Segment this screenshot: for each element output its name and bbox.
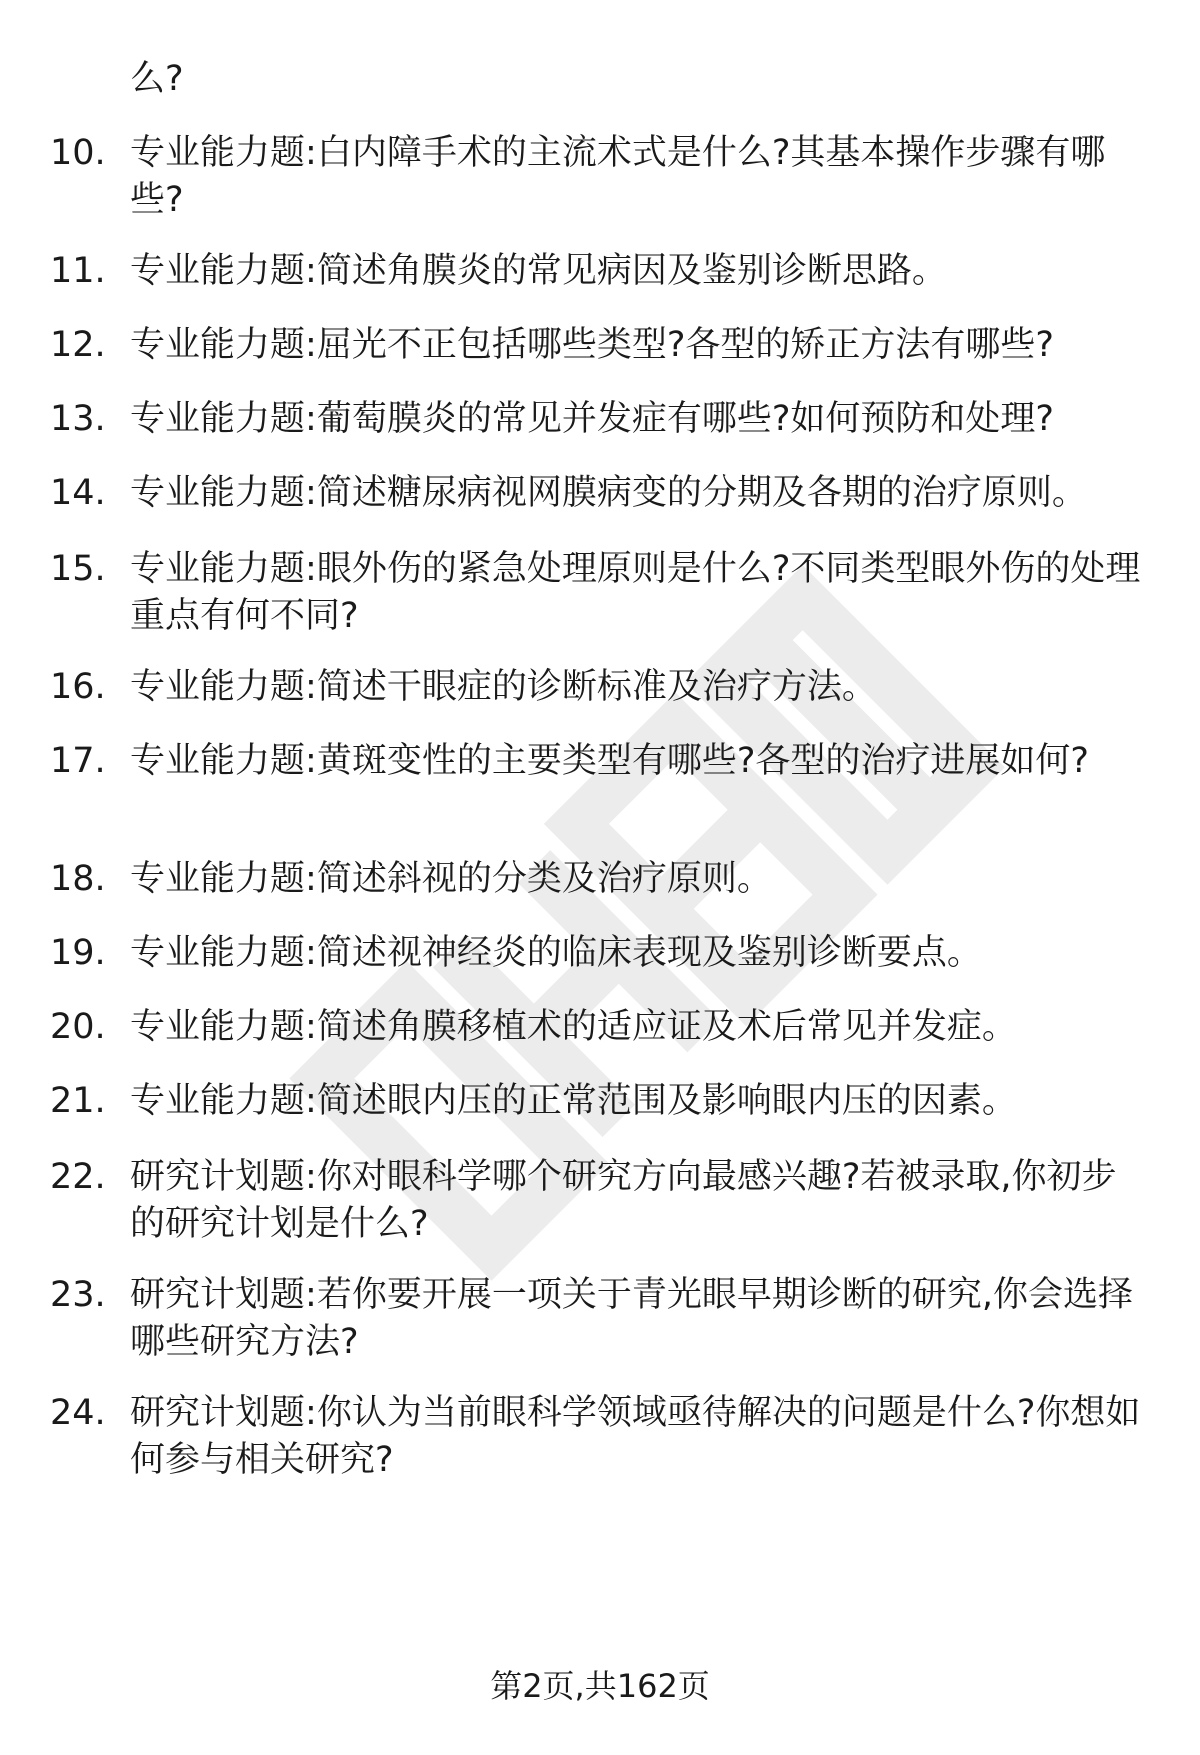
- item-separator: :: [305, 549, 317, 589]
- item-text: [130, 664, 1150, 711]
- item-question: 你认为当前眼科学领域亟待解决的问题是什么?你想如何参与相关研究?: [130, 1393, 1141, 1480]
- item-text: [130, 248, 1150, 295]
- item-question: 简述干眼症的诊断标准及治疗方法。: [316, 667, 877, 707]
- item-question: 简述斜视的分类及治疗原则。: [316, 859, 772, 899]
- item-question: 简述角膜炎的常见病因及鉴别诊断思路。: [316, 251, 947, 291]
- item-category: 研究计划题: [130, 1157, 306, 1197]
- item-separator: :: [305, 667, 317, 707]
- item-category: 专业能力题: [130, 933, 306, 973]
- item-number: 20.: [50, 1007, 106, 1047]
- item-number: 21.: [50, 1081, 106, 1121]
- item-category: 专业能力题: [130, 741, 306, 781]
- item-question: 眼外伤的紧急处理原则是什么?不同类型眼外伤的处理重点有何不同?: [130, 549, 1141, 636]
- item-number: 17.: [50, 741, 106, 781]
- item-question: 简述眼内压的正常范围及影响眼内压的因素。: [316, 1081, 1017, 1121]
- item-number: 12.: [50, 325, 106, 365]
- item-text: [130, 396, 1150, 443]
- continuation-text: 么?: [130, 59, 184, 99]
- item-number: 18.: [50, 859, 106, 899]
- item-text: [130, 322, 1150, 369]
- item-separator: :: [305, 399, 317, 439]
- item-separator: :: [305, 133, 317, 173]
- item-question: 若你要开展一项关于青光眼早期诊断的研究,你会选择哪些研究方法?: [130, 1275, 1133, 1362]
- item-separator: :: [305, 251, 317, 291]
- item-text: [130, 470, 1150, 517]
- item-category: 专业能力题: [130, 133, 306, 173]
- item-question: 白内障手术的主流术式是什么?其基本操作步骤有哪些?: [130, 133, 1106, 220]
- item-separator: :: [305, 1393, 317, 1433]
- item-category: 研究计划题: [130, 1275, 306, 1315]
- item-number: 13.: [50, 399, 106, 439]
- item-number: 23.: [50, 1275, 106, 1315]
- item-text: [130, 1272, 1150, 1366]
- item-separator: :: [305, 325, 317, 365]
- item-separator: :: [305, 473, 317, 513]
- item-category: 专业能力题: [130, 473, 306, 513]
- item-number: 15.: [50, 549, 106, 589]
- item-category: 专业能力题: [130, 1007, 306, 1047]
- item-question: 黄斑变性的主要类型有哪些?各型的治疗进展如何?: [316, 741, 1089, 781]
- item-category: 专业能力题: [130, 399, 306, 439]
- item-number: 19.: [50, 933, 106, 973]
- item-number: 14.: [50, 473, 106, 513]
- item-question: 简述视神经炎的临床表现及鉴别诊断要点。: [316, 933, 982, 973]
- item-number: 16.: [50, 667, 106, 707]
- item-category: 专业能力题: [130, 1081, 306, 1121]
- item-text: [130, 546, 1150, 640]
- item-number: 11.: [50, 251, 106, 291]
- item-separator: :: [305, 1081, 317, 1121]
- item-text: [130, 1004, 1150, 1051]
- item-question: 简述角膜移植术的适应证及术后常见并发症。: [316, 1007, 1017, 1047]
- item-question: 简述糖尿病视网膜病变的分期及各期的治疗原则。: [316, 473, 1087, 513]
- item-separator: :: [305, 1157, 317, 1197]
- item-category: 专业能力题: [130, 667, 306, 707]
- item-text: [130, 1154, 1150, 1248]
- item-question: 葡萄膜炎的常见并发症有哪些?如何预防和处理?: [316, 399, 1054, 439]
- item-question: 你对眼科学哪个研究方向最感兴趣?若被录取,你初步的研究计划是什么?: [130, 1157, 1117, 1244]
- item-text: [130, 738, 1150, 785]
- item-separator: :: [305, 1007, 317, 1047]
- item-category: 专业能力题: [130, 549, 306, 589]
- item-text: [130, 1078, 1150, 1125]
- page-footer: 第2页,共162页: [490, 1667, 710, 1705]
- item-text: [130, 930, 1150, 977]
- item-category: 研究计划题: [130, 1393, 306, 1433]
- item-number: 24.: [50, 1393, 106, 1433]
- item-separator: :: [305, 933, 317, 973]
- item-category: 专业能力题: [130, 325, 306, 365]
- item-question: 屈光不正包括哪些类型?各型的矫正方法有哪些?: [316, 325, 1054, 365]
- item-text: [130, 1390, 1150, 1484]
- item-separator: :: [305, 859, 317, 899]
- item-text: [130, 130, 1150, 224]
- item-number: 10.: [50, 133, 106, 173]
- item-separator: :: [305, 741, 317, 781]
- item-text: [130, 856, 1150, 903]
- item-number: 22.: [50, 1157, 106, 1197]
- item-category: 专业能力题: [130, 859, 306, 899]
- item-separator: :: [305, 1275, 317, 1315]
- item-category: 专业能力题: [130, 251, 306, 291]
